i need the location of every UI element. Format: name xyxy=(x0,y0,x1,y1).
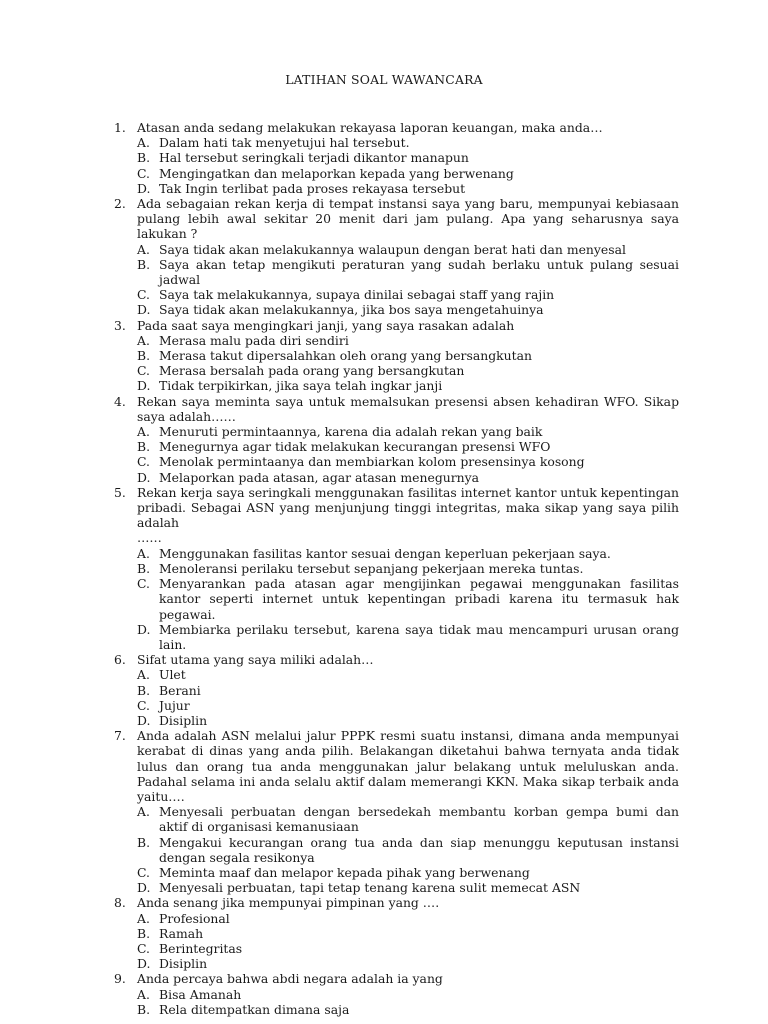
question-item xyxy=(114,728,679,895)
option-letter: C. xyxy=(137,576,150,592)
option-text: Hal tersebut seringkali terjadi dikantor manapun xyxy=(159,150,469,166)
option-letter: A. xyxy=(137,667,150,683)
question-item xyxy=(114,971,679,1017)
option-text: Saya tak melakukannya, supaya dinilai sebagai staff yang rajin xyxy=(159,287,555,303)
option-letter: C. xyxy=(137,940,150,956)
question-text: Anda senang jika mempunyai pimpinan yang …. xyxy=(137,895,440,911)
answer-option xyxy=(137,880,679,895)
option-text: Mengakui kecurangan orang tua anda dan siap menunggu keputusan instansi dengan segala resikonya xyxy=(159,834,679,865)
option-letter: B. xyxy=(137,256,151,272)
answer-option xyxy=(137,302,679,317)
answer-option xyxy=(137,835,679,865)
answer-option xyxy=(137,926,679,941)
question-text: Anda percaya bahwa abdi negara adalah ia yang xyxy=(137,971,443,987)
answer-option xyxy=(137,956,679,971)
answer-option xyxy=(137,257,679,287)
option-text: Bisa Amanah xyxy=(159,986,242,1002)
option-text: Menyarankan pada atasan agar mengijinkan pegawai menggunakan fasilitas kantor seperti internet untuk kepentingan pribadi karena itu termasuk hak pegawai. xyxy=(159,576,679,622)
question-number: 8. xyxy=(114,895,126,911)
option-text: Saya akan tetap mengikuti peraturan yang sudah berlaku untuk pulang sesuai jadwal xyxy=(159,256,679,288)
option-text: Berintegritas xyxy=(159,940,243,956)
answer-option xyxy=(137,242,679,257)
option-text: Melaporkan pada atasan, agar atasan menegurnya xyxy=(159,469,480,485)
question-number: 2. xyxy=(114,196,126,212)
answer-option xyxy=(137,135,679,150)
answer-option xyxy=(137,546,679,561)
answer-option xyxy=(137,470,679,485)
option-letter: B. xyxy=(137,439,151,455)
question-text-continuation: …… xyxy=(137,530,162,546)
option-letter: B. xyxy=(137,682,151,698)
question-item xyxy=(114,895,679,971)
option-letter: D. xyxy=(137,956,151,972)
question-text: Anda adalah ASN melalui jalur PPPK resmi suatu instansi, dimana anda mempunyai kerabat di dinas yang anda pilih. Belakangan diketahui bahwa ternyata anda tidak lulus dan orang tua anda menggunakan jalur belakang untuk meluluskan anda. Padahal selama ini anda selalu aktif dalam memerangi KKN. Maka sikap terbaik anda yaitu…. xyxy=(137,728,679,804)
option-letter: D. xyxy=(137,469,151,485)
option-letter: C. xyxy=(137,165,150,181)
answer-option xyxy=(137,987,679,1002)
option-letter: D. xyxy=(137,880,151,896)
option-text: Menolak permintaanya dan membiarkan kolom presensinya kosong xyxy=(159,454,585,470)
option-text: Membiarka perilaku tersebut, karena saya tidak mau mencampuri urusan orang lain. xyxy=(159,621,679,652)
option-letter: A. xyxy=(137,135,150,151)
answer-option xyxy=(137,150,679,165)
option-letter: A. xyxy=(137,241,150,257)
answer-option xyxy=(137,1002,679,1017)
option-text: Disiplin xyxy=(159,712,208,728)
option-text: Menyesali perbuatan dengan bersedekah membantu korban gempa bumi dan aktif di organisasi kemanusiaan xyxy=(159,804,679,835)
question-number: 7. xyxy=(114,728,126,744)
option-text: Merasa takut dipersalahkan oleh orang yang bersangkutan xyxy=(159,348,532,364)
question-number: 5. xyxy=(114,484,126,500)
option-letter: B. xyxy=(137,1001,151,1017)
option-letter: C. xyxy=(137,697,150,713)
question-number: 3. xyxy=(114,317,126,333)
option-text: Tidak terpikirkan, jika saya telah ingkar janji xyxy=(159,378,443,394)
answer-option xyxy=(137,348,679,363)
question-number: 1. xyxy=(114,120,126,135)
answer-option xyxy=(137,287,679,302)
option-letter: A. xyxy=(137,424,150,440)
question-item xyxy=(114,485,679,652)
answer-option xyxy=(137,454,679,469)
answer-option xyxy=(137,424,679,439)
document-title: LATIHAN SOAL WAWANCARA xyxy=(285,72,483,87)
option-text: Berani xyxy=(159,682,201,698)
option-text: Ramah xyxy=(159,925,204,941)
answer-option xyxy=(137,333,679,348)
question-number: 6. xyxy=(114,652,126,668)
question-text: Ada sebagaian rekan kerja di tempat instansi saya yang baru, mempunyai kebiasaan pulang lebih awal sekitar 20 menit dari jam pulang. Apa yang seharusnya saya lakukan ? xyxy=(137,196,679,242)
answer-option xyxy=(137,698,679,713)
option-letter: B. xyxy=(137,150,151,166)
answer-option xyxy=(137,865,679,880)
answer-option xyxy=(137,561,679,576)
option-text: Disiplin xyxy=(159,956,208,972)
answer-option xyxy=(137,713,679,728)
option-letter: A. xyxy=(137,332,150,348)
question-item xyxy=(114,318,679,394)
option-letter: B. xyxy=(137,348,151,364)
question-number: 9. xyxy=(114,971,126,987)
option-text: Meminta maaf dan melapor kepada pihak yang berwenang xyxy=(159,864,530,880)
option-letter: C. xyxy=(137,864,150,880)
option-text: Menyesali perbuatan, tapi tetap tenang karena sulit memecat ASN xyxy=(159,880,581,896)
option-text: Menggunakan fasilitas kantor sesuai dengan keperluan pekerjaan saya. xyxy=(159,545,611,561)
answer-option xyxy=(137,181,679,196)
answer-option xyxy=(137,941,679,956)
option-letter: A. xyxy=(137,545,150,561)
answer-option xyxy=(137,911,679,926)
option-text: Menegurnya agar tidak melakukan kecurangan presensi WFO xyxy=(159,439,551,455)
answer-option xyxy=(137,378,679,393)
question-text: Rekan kerja saya seringkali menggunakan fasilitas internet kantor untuk kepentingan pribadi. Sebagai ASN yang menjunjung tinggi integritas, maka sikap yang saya pilih adalah xyxy=(137,484,679,531)
question-text: Sifat utama yang saya miliki adalah… xyxy=(137,652,374,668)
question-text: Pada saat saya mengingkari janji, yang saya rasakan adalah xyxy=(137,317,515,333)
option-letter: D. xyxy=(137,302,151,318)
answer-option xyxy=(137,667,679,682)
question-item xyxy=(114,652,679,728)
question-number: 4. xyxy=(114,393,126,409)
option-letter: C. xyxy=(137,287,150,303)
question-item xyxy=(114,196,679,318)
option-text: Profesional xyxy=(159,910,230,926)
option-letter: C. xyxy=(137,454,150,470)
option-letter: A. xyxy=(137,910,150,926)
option-letter: D. xyxy=(137,621,151,637)
question-list xyxy=(114,120,679,1017)
option-text: Menuruti permintaannya, karena dia adalah rekan yang baik xyxy=(159,424,543,440)
answer-option xyxy=(137,576,679,622)
option-text: Rela ditempatkan dimana saja xyxy=(159,1001,350,1017)
question-item xyxy=(114,120,679,196)
option-text: Mengingatkan dan melaporkan kepada yang berwenang xyxy=(159,165,514,181)
option-letter: A. xyxy=(137,804,150,820)
option-text: Merasa malu pada diri sendiri xyxy=(159,332,349,348)
answer-option xyxy=(137,439,679,454)
option-letter: D. xyxy=(137,378,151,394)
option-letter: B. xyxy=(137,925,151,941)
option-text: Tak Ingin terlibat pada proses rekayasa tersebut xyxy=(159,180,466,196)
option-letter: C. xyxy=(137,363,150,379)
question-item xyxy=(114,394,679,485)
option-text: Saya tidak akan melakukannya walaupun dengan berat hati dan menyesal xyxy=(159,241,626,257)
option-letter: A. xyxy=(137,986,150,1002)
option-text: Ulet xyxy=(159,667,186,683)
option-letter: D. xyxy=(137,180,151,196)
option-text: Jujur xyxy=(159,697,190,713)
answer-option xyxy=(137,683,679,698)
answer-option xyxy=(137,166,679,181)
answer-option xyxy=(137,622,679,652)
option-letter: B. xyxy=(137,834,151,850)
answer-option xyxy=(137,363,679,378)
option-text: Dalam hati tak menyetujui hal tersebut. xyxy=(159,135,410,151)
answer-option xyxy=(137,804,679,834)
option-text: Saya tidak akan melakukannya, jika bos saya mengetahuinya xyxy=(159,302,544,318)
question-text: Rekan saya meminta saya untuk memalsukan presensi absen kehadiran WFO. Sikap saya adalah…… xyxy=(137,393,679,424)
option-text: Merasa bersalah pada orang yang bersangkutan xyxy=(159,363,465,379)
question-text: Atasan anda sedang melakukan rekayasa laporan keuangan, maka anda… xyxy=(137,120,603,135)
option-letter: B. xyxy=(137,560,151,576)
option-text: Menoleransi perilaku tersebut sepanjang pekerjaan mereka tuntas. xyxy=(159,560,584,576)
option-letter: D. xyxy=(137,712,151,728)
